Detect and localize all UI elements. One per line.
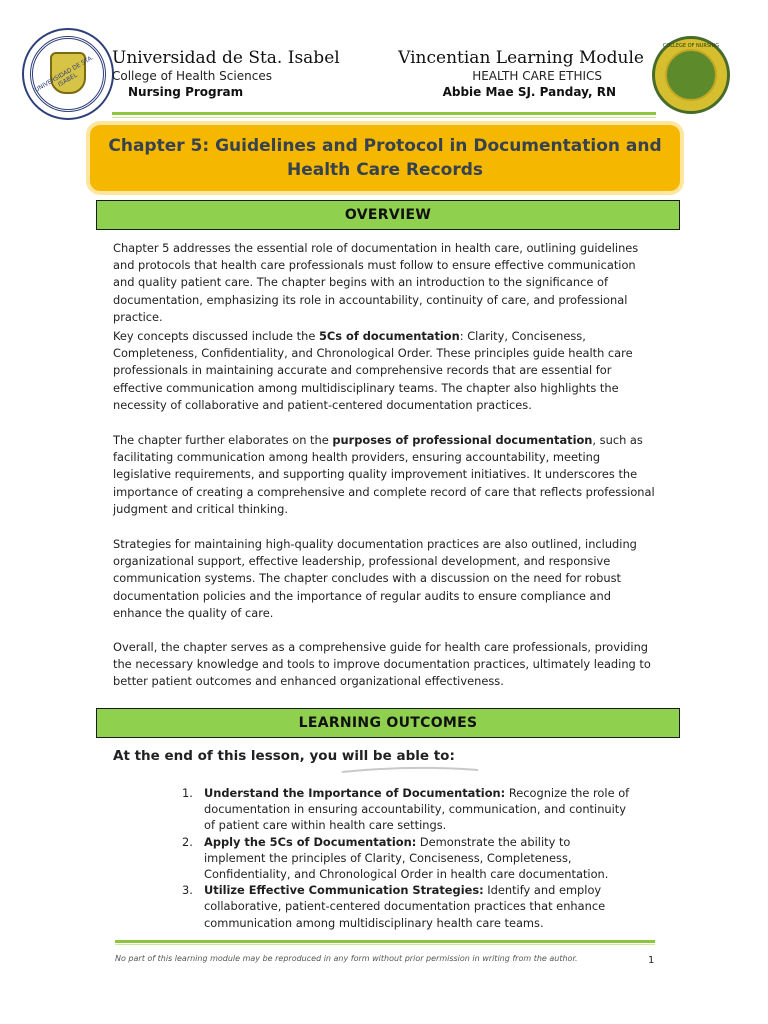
nursing-seal-lettering: COLLEGE OF NURSING	[662, 43, 720, 49]
chapter-banner	[90, 125, 680, 191]
module-title: Vincentian Learning Module	[398, 48, 644, 68]
outcome-number: 3.	[182, 883, 193, 898]
outcome-text: Identify and employ collaborative, patient-centered documentation practices that enhance communication among multidisciplinary health care teams.	[204, 883, 606, 930]
university-seal-logo	[22, 28, 114, 120]
overview-p3-text: The chapter further elaborates on the	[113, 433, 333, 447]
outcome-item	[182, 785, 632, 834]
outcome-number: 1.	[182, 786, 193, 800]
author-name: Abbie Mae SJ. Panday, RN	[442, 85, 616, 99]
outcome-title: Utilize Effective Communication Strategies:	[204, 883, 484, 898]
outcome-number: 2.	[182, 834, 193, 849]
overview-p2-text: Key concepts discussed include the	[113, 329, 319, 343]
course-name: HEALTH CARE ETHICS	[472, 69, 602, 83]
overview-p2-text-after: : Clarity, Conciseness, Completeness, Confidentiality, and Chronological Order. These principles guide health care professionals in maintaining accurate and comprehensive records that are essential for effective communication among multidisciplinary teams. The chapter also highlights the necessity of collaborative and patient-centered documentation practices.	[113, 329, 633, 412]
overview-heading-bar	[96, 200, 680, 230]
overview-paragraph-4: Strategies for maintaining high-quality documentation practices are also outlined, including organizational support, effective leadership, professional development, and responsive communication systems. The chapter concludes with a discussion on the need for robust documentation policies and the importance of regular audits to ensure compliance and enhance the quality of care.	[113, 537, 637, 620]
college-name: College of Health Sciences	[112, 69, 272, 83]
outcome-text: Demonstrate the ability to implement the principles of Clarity, Conciseness, Completeness, Confidentiality, and Chronological Order in health care documentation.	[204, 834, 609, 882]
outcomes-lead-in: At the end of this lesson, you will be able to:	[113, 748, 455, 764]
footer-divider	[115, 940, 655, 943]
header-divider-thin	[112, 117, 656, 118]
learning-outcomes-heading: LEARNING OUTCOMES	[298, 715, 478, 731]
overview-paragraph-2	[113, 328, 658, 414]
header-divider	[112, 112, 656, 115]
decorative-swoosh	[340, 765, 480, 775]
overview-p2-bold: 5Cs of documentation	[319, 329, 460, 343]
seal-lettering: UNIVERSIDAD DE STA. ISABEL	[33, 54, 95, 94]
learning-outcomes-heading-bar	[96, 708, 680, 738]
overview-paragraph-3	[113, 432, 658, 518]
chapter-title: Chapter 5: Guidelines and Protocol in Documentation and Health Care Records	[108, 136, 662, 180]
nursing-college-seal-logo	[652, 36, 730, 114]
nursing-seal-emblem-icon	[665, 49, 717, 101]
page-number: 1	[648, 955, 655, 966]
university-name: Universidad de Sta. Isabel	[112, 48, 340, 68]
overview-p3-text-after: , such as facilitating communication among health providers, ensuring accountability, meeting legislative requirements, and supporting quality improvement initiatives. It underscores the importance of creating a comprehensive and complete record of care that reflects professional judgment and critical thinking.	[113, 433, 655, 516]
overview-p3-bold: purposes of professional documentation	[332, 433, 593, 447]
copyright-notice: No part of this learning module may be reproduced in any form without prior permission in writing from the author.	[115, 954, 578, 963]
outcome-item	[182, 882, 632, 931]
overview-heading: OVERVIEW	[344, 207, 432, 223]
footer-divider-thin	[115, 944, 655, 945]
learning-outcomes-list	[182, 785, 632, 931]
outcome-text: Recognize the role of documentation in ensuring accountability, communication, and continuity of patient care within health care settings.	[204, 786, 630, 833]
outcome-title: Understand the Importance of Documentation:	[204, 786, 506, 800]
outcome-item	[182, 834, 632, 883]
overview-paragraph-5: Overall, the chapter serves as a comprehensive guide for health care professionals, providing the necessary knowledge and tools to improve documentation practices, ultimately leading to better patient outcomes and enhanced organizational effectiveness.	[113, 640, 651, 689]
overview-paragraph-1: Chapter 5 addresses the essential role of documentation in health care, outlining guidelines and protocols that health care professionals must follow to ensure effective communication and quality patient care. The chapter begins with an introduction to the significance of documentation, emphasizing its role in accountability, continuity of care, and professional practice.	[113, 241, 639, 324]
program-name: Nursing Program	[128, 85, 244, 99]
outcome-title: Apply the 5Cs of Documentation:	[204, 834, 417, 849]
